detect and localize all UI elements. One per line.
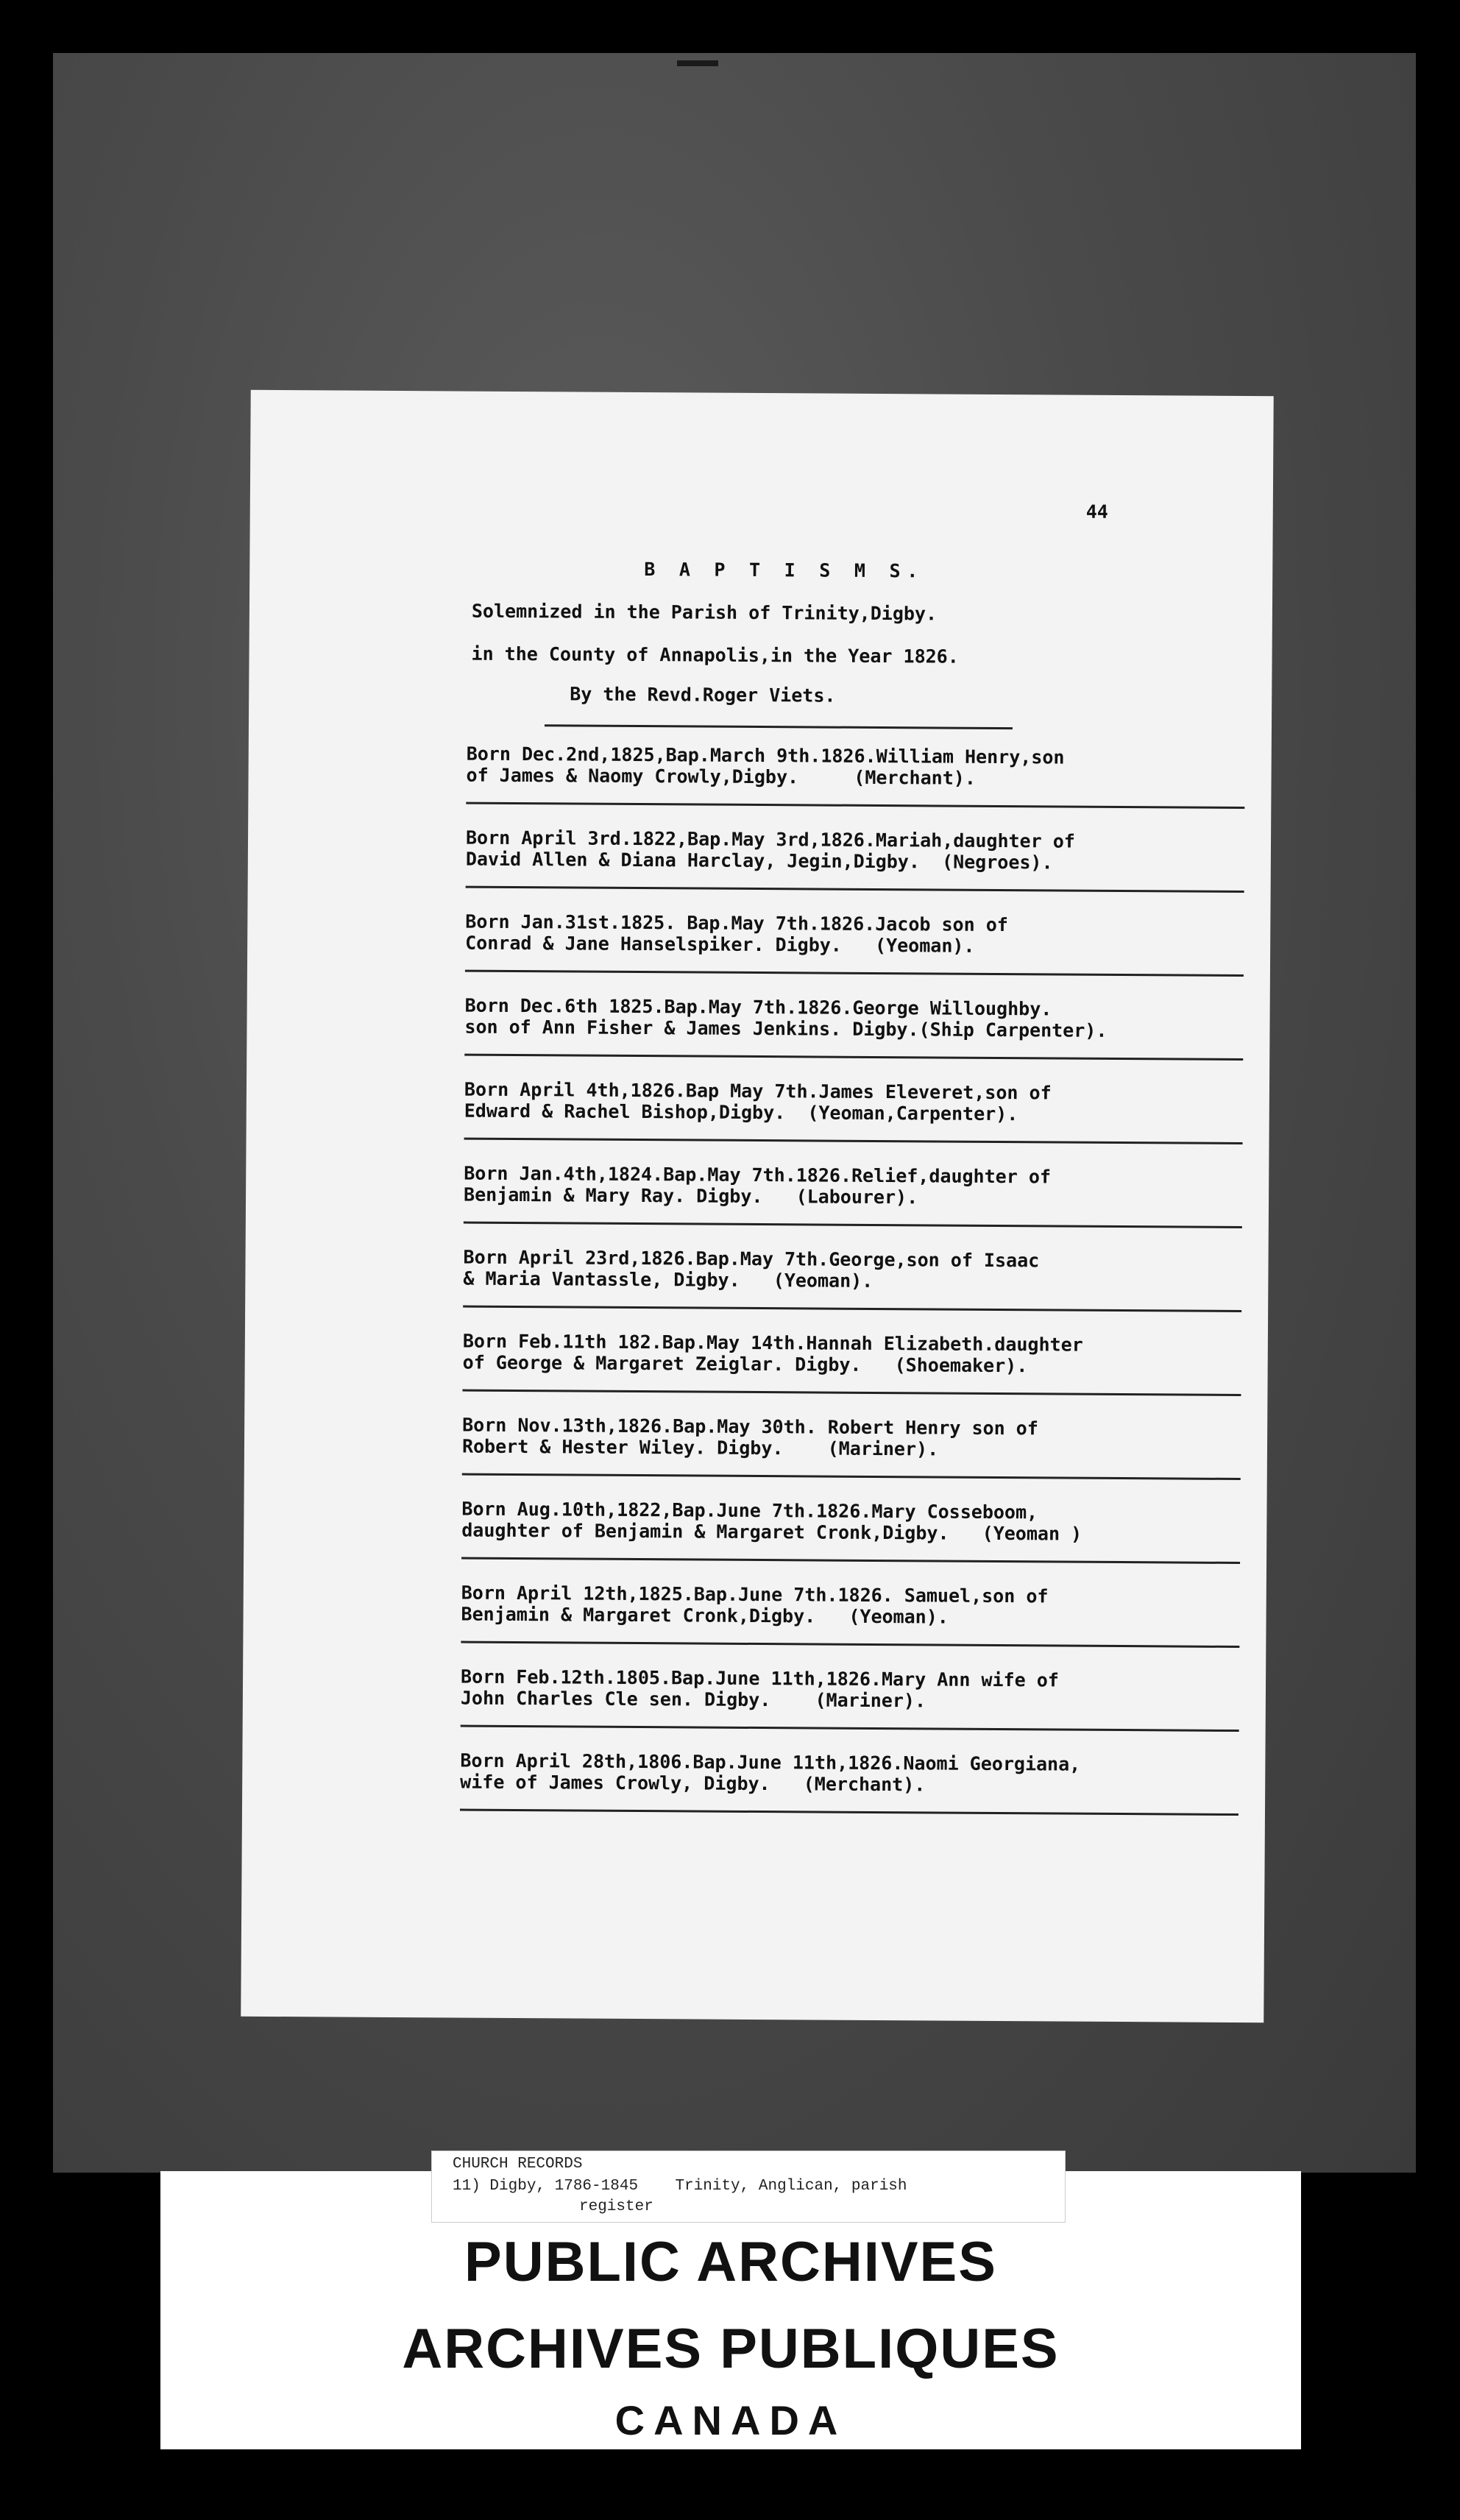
- entry-line: Conrad & Jane Hanselspiker. Digby. (Yeoman).: [465, 932, 975, 957]
- archive-stamp-french: ARCHIVES PUBLIQUES: [402, 2318, 1060, 2380]
- entry-rule: [466, 886, 1244, 893]
- entry-rule: [466, 802, 1244, 809]
- baptism-entry: [464, 995, 1259, 1043]
- entry-line: Born Dec.6th 1825.Bap.May 7th.1826.George Willoughby.: [464, 994, 1052, 1020]
- entry-line: Born April 4th,1826.Bap May 7th.James Eleveret,son of: [464, 1078, 1052, 1104]
- catalog-label-line: CHURCH RECORDS: [453, 2156, 583, 2173]
- header-county: in the County of Annapolis,in the Year 1826.: [471, 643, 959, 668]
- entry-line: Born Jan.31st.1825. Bap.May 7th.1826.Jacob son of: [465, 910, 1008, 936]
- page-title: B A P T I S M S.: [644, 559, 925, 582]
- header-rule: [545, 724, 1013, 729]
- archive-stamp-english: PUBLIC ARCHIVES: [464, 2231, 997, 2293]
- entry-rule: [461, 1725, 1239, 1732]
- entry-rule: [463, 1306, 1241, 1312]
- baptism-entry: [466, 743, 1261, 791]
- entry-line: Born Dec.2nd,1825,Bap.March 9th.1826.William Henry,son: [466, 743, 1065, 768]
- baptism-entry: [466, 827, 1261, 875]
- entry-line: Born April 12th,1825.Bap.June 7th.1826. Samuel,son of: [461, 1582, 1049, 1607]
- baptism-entry: [461, 1498, 1256, 1546]
- baptism-entry: [465, 911, 1260, 959]
- entry-line: Benjamin & Mary Ray. Digby. (Labourer).: [464, 1183, 918, 1208]
- entry-rule: [464, 1054, 1243, 1061]
- entry-line: Born Nov.13th,1826.Bap.May 30th. Robert Henry son of: [462, 1414, 1038, 1440]
- entry-line: Robert & Hester Wiley. Digby. (Mariner).: [461, 1435, 939, 1460]
- entry-line: Born Feb.11th 182.Bap.May 14th.Hannah Elizabeth.daughter: [462, 1330, 1083, 1356]
- entry-line: daughter of Benjamin & Margaret Cronk,Digby. (Yeoman ): [461, 1519, 1082, 1545]
- baptism-entry: [463, 1247, 1258, 1295]
- baptism-entry: [461, 1666, 1255, 1714]
- header-parish: Solemnized in the Parish of Trinity,Digby.: [471, 600, 938, 625]
- baptism-entry: [461, 1582, 1256, 1630]
- header-officiant: By the Revd.Roger Viets.: [570, 683, 836, 707]
- register-page: [241, 390, 1273, 2022]
- baptism-entry: [464, 1163, 1258, 1211]
- baptism-entry: [463, 1331, 1258, 1378]
- catalog-label-line: register: [579, 2198, 653, 2215]
- entry-line: of George & Margaret Zeiglar. Digby. (Shoemaker).: [462, 1351, 1028, 1377]
- entry-rule: [461, 1641, 1239, 1648]
- entry-rule: [461, 1557, 1240, 1564]
- entry-line: Born April 3rd.1822,Bap.May 3rd,1826.Mariah,daughter of: [465, 827, 1075, 852]
- entry-line: Born Aug.10th,1822,Bap.June 7th.1826.Mary Cosseboom,: [461, 1498, 1038, 1523]
- catalog-label-line: 11) Digby, 1786-1845 Trinity, Anglican, parish: [453, 2178, 907, 2195]
- baptism-entry: [462, 1415, 1257, 1462]
- entry-line: Born April 23rd,1826.Bap.May 7th.George,son of Isaac: [463, 1246, 1040, 1272]
- catalog-label: [431, 2151, 1066, 2223]
- entry-line: Edward & Rachel Bishop,Digby. (Yeoman,Carpenter).: [464, 1100, 1018, 1125]
- backing-mark: [677, 60, 718, 66]
- entry-rule: [464, 1222, 1242, 1228]
- entry-line: Born Jan.4th,1824.Bap.May 7th.1826.Relief,daughter of: [464, 1162, 1052, 1188]
- entry-line: Born April 28th,1806.Bap.June 11th,1826.Naomi Georgiana,: [460, 1749, 1081, 1775]
- entry-line: son of Ann Fisher & James Jenkins. Digby.(Ship Carpenter).: [464, 1016, 1108, 1041]
- entry-line: David Allen & Diana Harclay, Jegin,Digby. (Negroes).: [465, 848, 1053, 874]
- entry-line: of James & Naomy Crowly,Digby. (Merchant).: [466, 764, 977, 789]
- entry-line: wife of James Crowly, Digby. (Merchant).: [460, 1771, 926, 1796]
- baptism-entry: [460, 1750, 1255, 1798]
- entry-line: Benjamin & Margaret Cronk,Digby. (Yeoman).: [461, 1603, 949, 1628]
- page-number: 44: [1085, 500, 1108, 523]
- baptism-entry: [464, 1079, 1259, 1127]
- entry-rule: [465, 970, 1244, 977]
- entry-rule: [460, 1809, 1238, 1816]
- entry-rule: [462, 1473, 1241, 1480]
- entry-line: John Charles Cle sen. Digby. (Mariner).: [460, 1687, 926, 1712]
- archive-stamp-country: CANADA: [614, 2397, 847, 2443]
- entry-rule: [462, 1390, 1241, 1396]
- entry-line: & Maria Vantassle, Digby. (Yeoman).: [463, 1267, 873, 1292]
- entry-rule: [464, 1138, 1243, 1144]
- entry-line: Born Feb.12th.1805.Bap.June 11th,1826.Mary Ann wife of: [461, 1666, 1059, 1691]
